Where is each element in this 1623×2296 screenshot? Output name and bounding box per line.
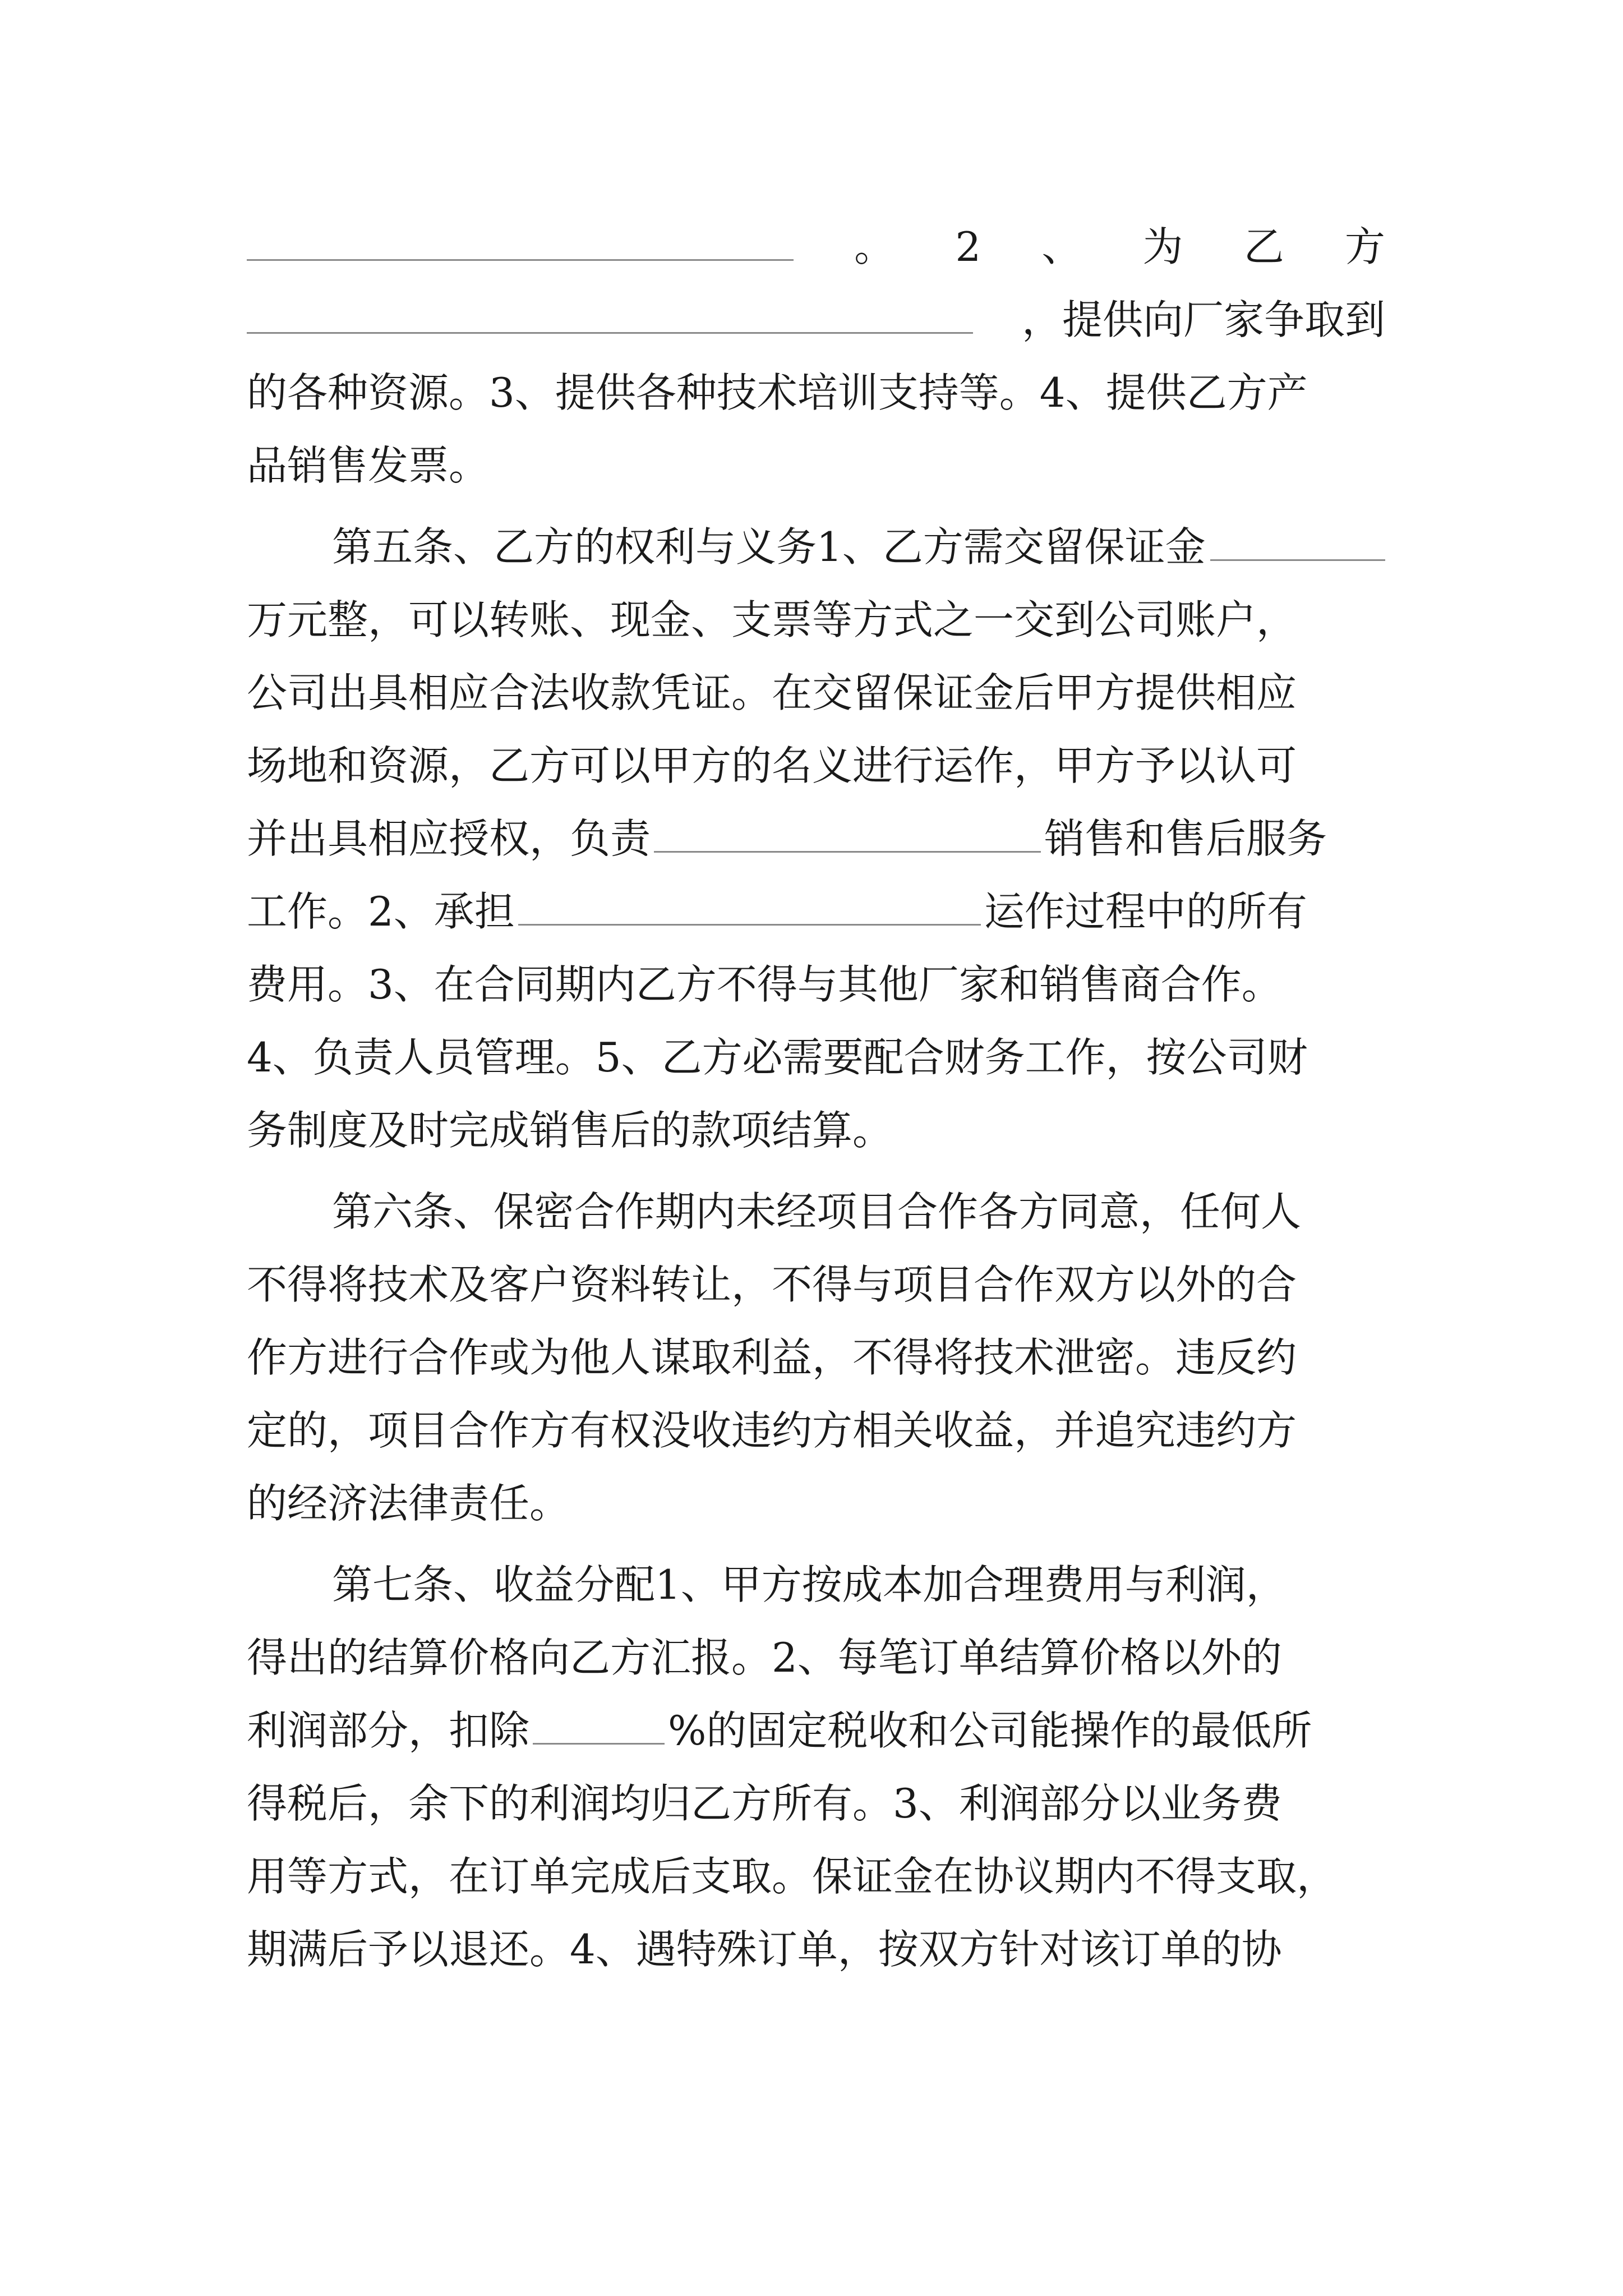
text-line: 务制度及时完成销售后的款项结算。 bbox=[247, 1107, 893, 1154]
text-segment: 工作。2、承担 bbox=[247, 888, 515, 935]
text-line bbox=[247, 808, 1385, 869]
paragraph-start-line: 第七条、收益分配1、甲方按成本加合理费用与利润， bbox=[332, 1561, 1287, 1608]
paragraph-start-line: 第六条、保密合作期内未经项目合作各方同意，任何人 bbox=[332, 1188, 1302, 1235]
text-line: 万元整，可以转账、现金、支票等方式之一交到公司账户， bbox=[247, 596, 1297, 643]
text-line: 不得将技术及客户资料转让，不得与项目合作双方以外的合 bbox=[247, 1261, 1297, 1308]
text-segment: 运作过程中的所有 bbox=[984, 888, 1307, 935]
fill-blank bbox=[654, 812, 1041, 853]
text-line: 定的，项目合作方有权没收违约方相关收益，并追究违约方 bbox=[247, 1407, 1297, 1454]
text-segment: 并出具相应授权，负责 bbox=[247, 815, 651, 862]
text-segment: 第五条、乙方的权利与义务1、乙方需交留保证金 bbox=[332, 523, 1206, 570]
text-line: 用等方式，在订单完成后支取。保证金在协议期内不得支取， bbox=[247, 1853, 1338, 1900]
text-line: 公司出具相应合法收款凭证。在交留保证金后甲方提供相应 bbox=[247, 669, 1297, 716]
text-segment: 乙 bbox=[1243, 223, 1284, 270]
text-line: 的经济法律责任。 bbox=[247, 1480, 570, 1527]
text-line: 场地和资源，乙方可以甲方的名义进行运作，甲方予以认可 bbox=[247, 742, 1297, 789]
text-segment: 。 bbox=[854, 223, 895, 270]
paragraph-start-line bbox=[247, 516, 1385, 578]
fill-blank bbox=[247, 220, 794, 261]
text-segment: 为 bbox=[1142, 223, 1183, 270]
text-line bbox=[247, 289, 1385, 351]
text-line: 费用。3、在合同期内乙方不得与其他厂家和销售商合作。 bbox=[247, 961, 1282, 1008]
fill-blank bbox=[533, 1704, 665, 1745]
text-segment: ，提供向厂家争取到 bbox=[1021, 296, 1385, 343]
text-segment: 2 bbox=[955, 223, 981, 270]
text-line: 的各种资源。3、提供各种技术培训支持等。4、提供乙方产 bbox=[247, 369, 1308, 416]
text-segment: 利润部分，扣除 bbox=[247, 1707, 530, 1754]
text-line: 得出的结算价格向乙方汇报。2、每笔订单结算价格以外的 bbox=[247, 1634, 1282, 1681]
fill-blank bbox=[247, 293, 973, 334]
text-line: 作方进行合作或为他人谋取利益，不得将技术泄密。违反约 bbox=[247, 1334, 1297, 1381]
text-line bbox=[247, 1700, 1385, 1761]
fill-blank bbox=[518, 885, 981, 926]
text-line: 4、负责人员管理。5、乙方必需要配合财务工作，按公司财 bbox=[247, 1034, 1308, 1081]
fill-blank bbox=[1210, 520, 1385, 561]
text-segment: 销售和售后服务 bbox=[1044, 815, 1327, 862]
text-line: 得税后，余下的利润均归乙方所有。3、利润部分以业务费 bbox=[247, 1780, 1282, 1827]
text-segment: 、 bbox=[1041, 223, 1082, 270]
text-segment: %的固定税收和公司能操作的最低所 bbox=[668, 1707, 1312, 1754]
text-line: 品销售发票。 bbox=[247, 442, 490, 489]
text-line bbox=[247, 881, 1385, 942]
text-segment: 方 bbox=[1344, 223, 1385, 270]
text-line bbox=[247, 216, 1385, 278]
text-line: 期满后予以退还。4、遇特殊订单，按双方针对该订单的协 bbox=[247, 1926, 1282, 1973]
